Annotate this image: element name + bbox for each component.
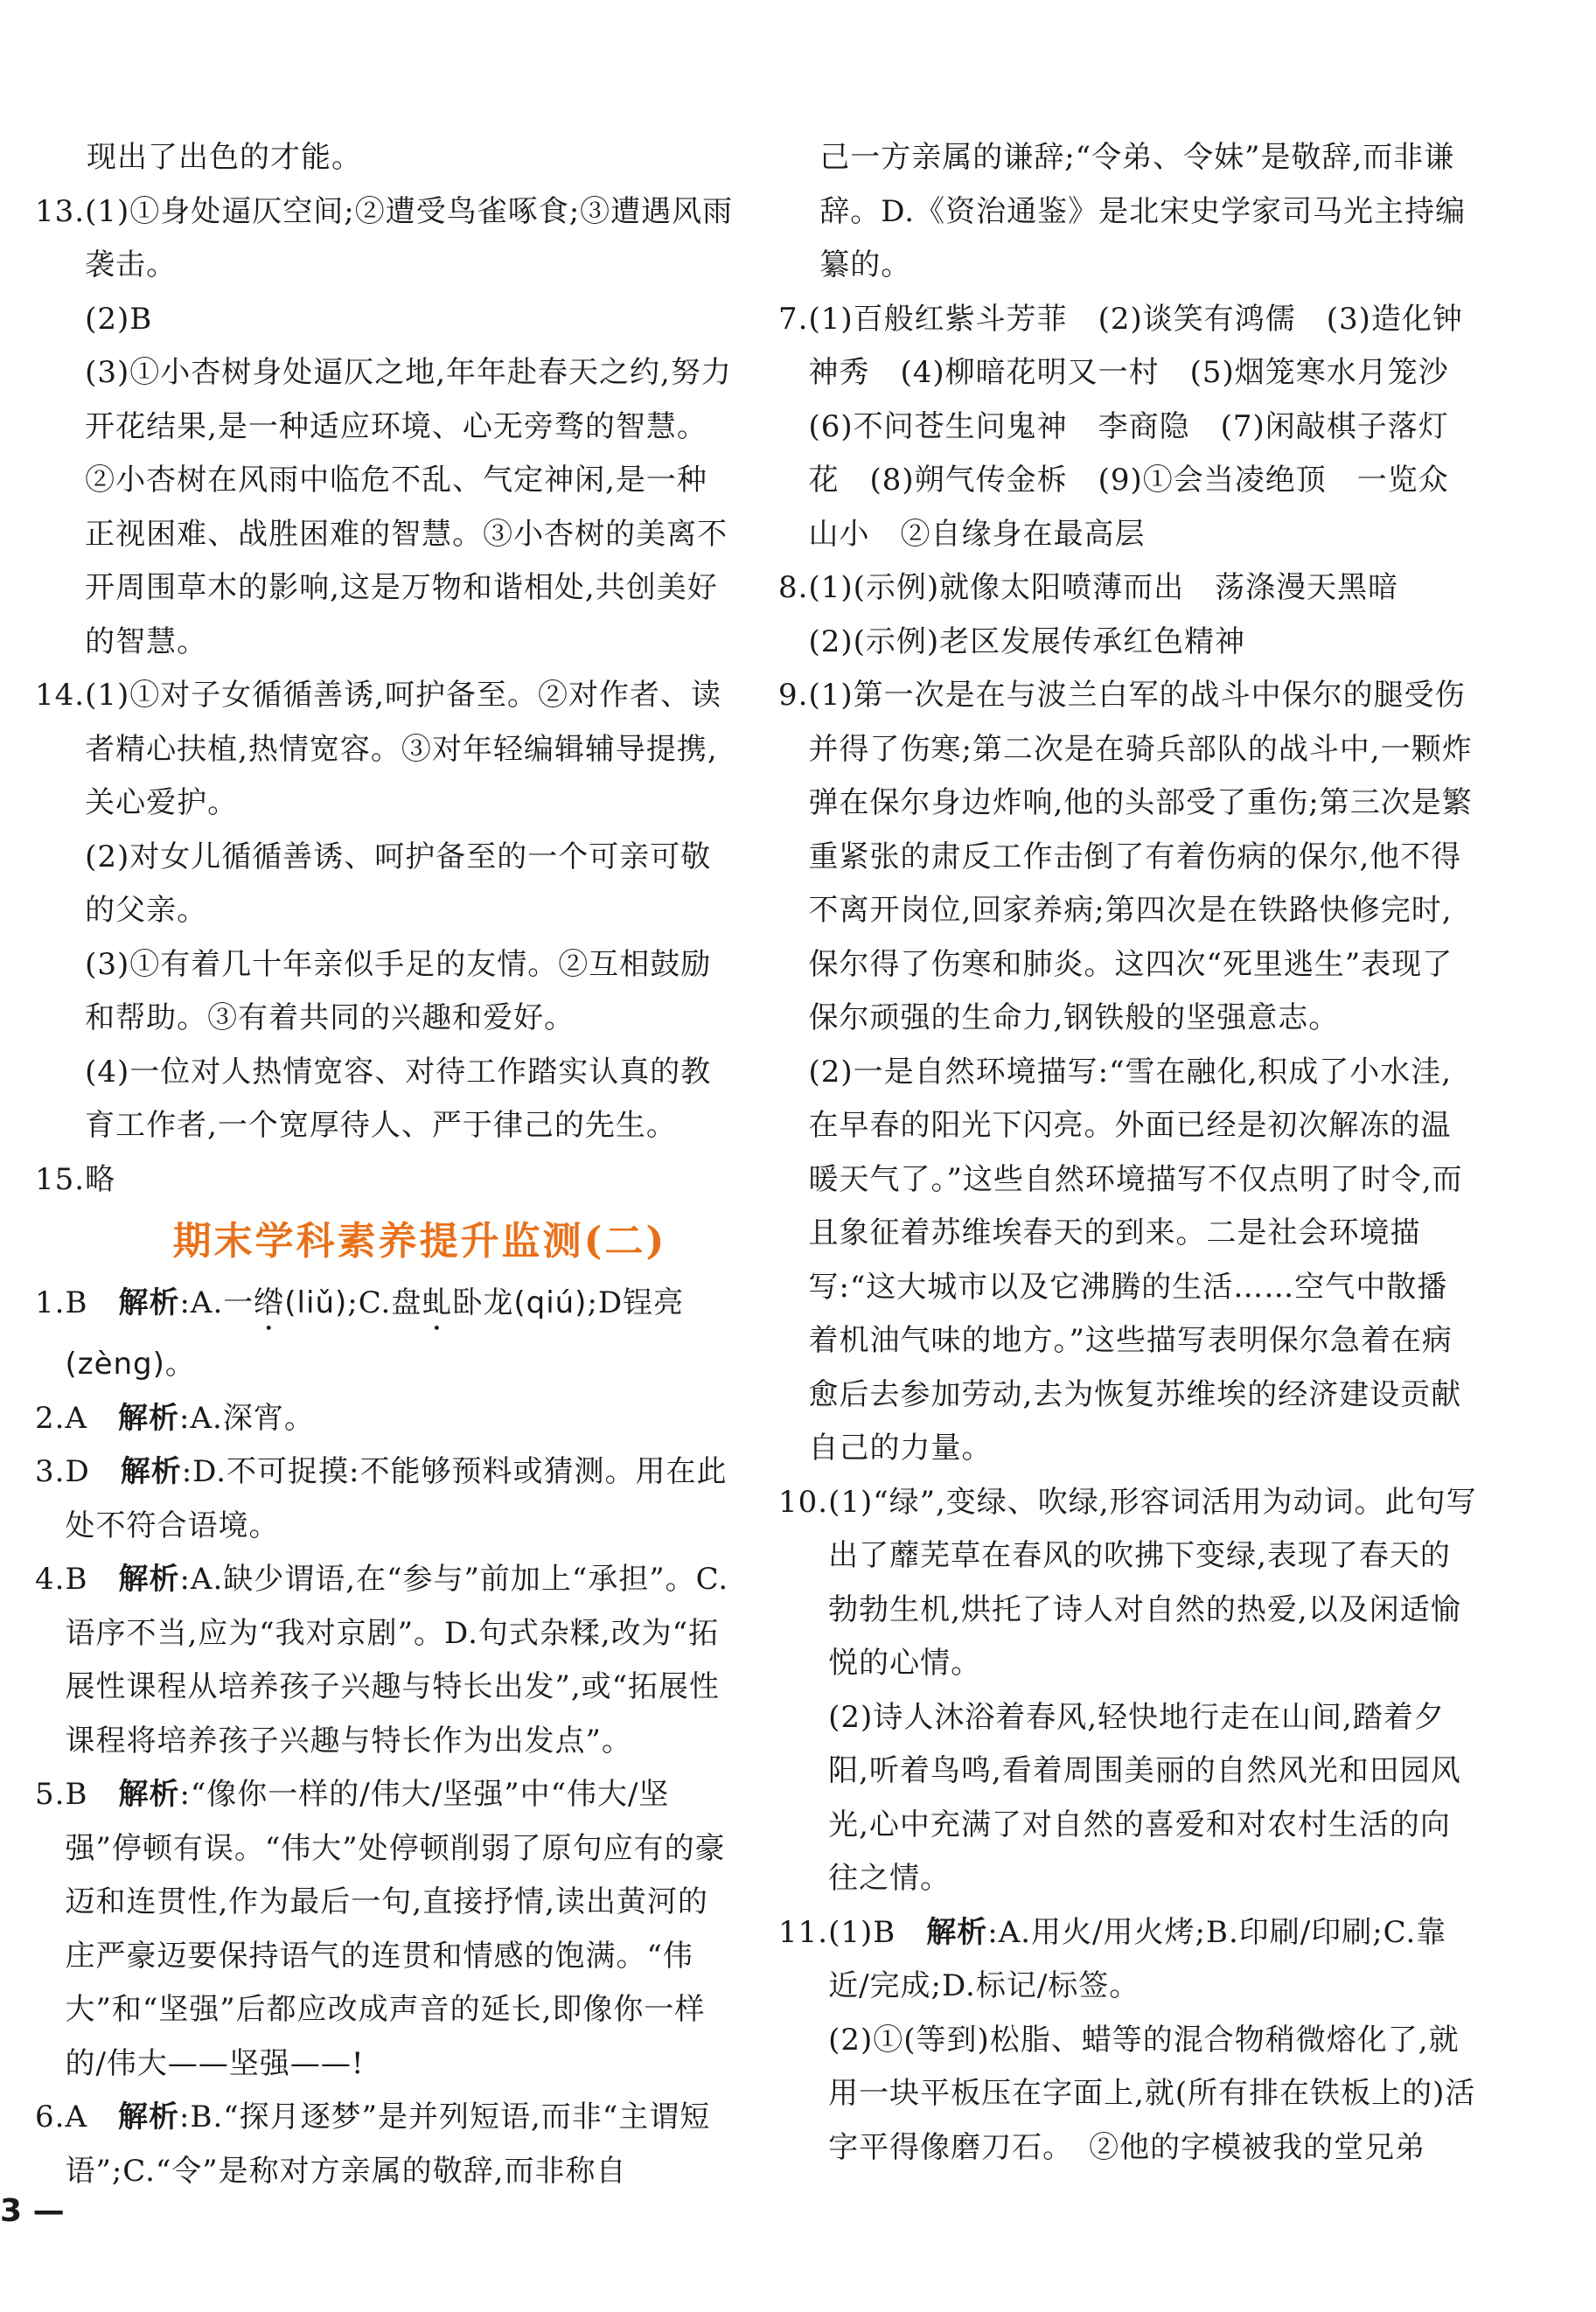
- answer-choice: A: [65, 2100, 88, 2134]
- explain-label: 解析: [926, 1914, 988, 1950]
- question-8: [778, 561, 1478, 669]
- right-continuation: [778, 131, 1478, 293]
- question-3: 3. D 解析:D.不可捉摸:不能够预料或猜测。用在此处不符合语境。: [35, 1445, 735, 1553]
- right-top-text: 己一方亲属的谦辞;“令弟、令妹”是敬辞,而非谦辞。D.《资治通鉴》是北宋史学家司马光主持编纂的。: [819, 140, 1467, 282]
- explain-label: 解析: [118, 1285, 180, 1320]
- answer-part: (4)一位对人热情宽容、对待工作踏实认真的教育工作者,一个宽厚待人、严于律己的先生。: [85, 1054, 712, 1143]
- question-15: [35, 1153, 735, 1208]
- pinyin: (qiú): [513, 1285, 588, 1320]
- question-number: 11.: [778, 1914, 829, 1950]
- question-13: [35, 185, 735, 670]
- question-11: 11. (1)B 解析:A.用火/用火烤;B.印刷/印刷;C.靠近/完成;D.标记/标签。 (2)①(等到)松脂、蜡等的混合物稍微熔化了,就用一块平板压在字面上,就(所有排在铁板上的)活字平得像磨刀石。 ②他的字模被我的堂兄弟: [778, 1906, 1478, 2176]
- question-number: 10.: [778, 1484, 829, 1520]
- question-number: 1.: [35, 1285, 66, 1320]
- answer-part: (3)①小杏树身处逼仄之地,年年赴春天之约,努力开花结果,是一种适应环境、心无旁骛的智慧。②小杏树在风雨中临危不乱、气定神闲,是一种正视困难、战胜困难的智慧。③小杏树的美离不开周围草木的影响,这是万物和谐相处,共创美好的智慧。: [85, 355, 732, 659]
- question-2: 2. A 解析:A.深宵。: [35, 1392, 735, 1446]
- question-7: [778, 293, 1478, 562]
- question-number: 9.: [778, 678, 809, 713]
- left-continuation: [35, 131, 735, 185]
- question-5: 5. B 解析:“像你一样的/伟大/坚强”中“伟大/坚强”停顿有误。“伟大”处停顿削弱了原句应有的豪迈和连贯性,作为最后一句,直接抒情,读出黄河的庄严豪迈要保持语气的连贯和情感的饱满。“伟大”和“坚强”后都应改成声音的延长,即像你一样的/伟大——坚强——!: [35, 1768, 735, 2091]
- answer-choice: (1)B: [828, 1914, 896, 1950]
- emphasized-char: 虬: [422, 1285, 453, 1320]
- question-number: 14.: [35, 678, 86, 713]
- answer-part: (1)①身处逼仄空间;②遭受鸟雀啄食;③遭遇风雨袭击。: [85, 193, 734, 282]
- question-6: 6. A 解析:B.“探月逐梦”是并列短语,而非“主谓短语”;C.“令”是称对方亲属的敬辞,而非称自: [35, 2091, 735, 2198]
- question-number: 5.: [35, 1777, 66, 1812]
- left-top-text: 现出了出色的才能。: [87, 140, 363, 175]
- question-1: 1. B 解析:A.一绺(liǔ);C.盘虬卧龙(qiú);D锃亮(zèng)。: [35, 1277, 735, 1392]
- explain-label: 解析: [118, 2100, 180, 2134]
- explain-label: 解析: [120, 1454, 182, 1489]
- question-number: 2.: [35, 1400, 66, 1436]
- answer-choice: B: [65, 1777, 88, 1812]
- answer-part: (3)①有着几十年亲似手足的友情。②互相鼓励和帮助。③有着共同的兴趣和爱好。: [85, 946, 712, 1035]
- question-number: 4.: [35, 1562, 66, 1597]
- pinyin: (zèng): [65, 1347, 165, 1382]
- section-title: 期末学科素养提升监测(二): [172, 1219, 667, 1264]
- explain-label: 解析: [118, 1400, 180, 1436]
- answer-choice: B: [65, 1285, 88, 1320]
- answer-part: (2)诗人沐浴着春风,轻快地行走在山间,踏着夕阳,听着鸟鸣,看着周围美丽的自然风光和田园风光,心中充满了对自然的喜爱和对农村生活的向往之情。: [828, 1699, 1461, 1896]
- answer-part: (1)第一次是在与波兰白军的战斗中保尔的腿受伤并得了伤寒;第二次是在骑兵部队的战斗中,一颗炸弹在保尔身边炸响,他的头部受了重伤;第三次是繁重紧张的肃反工作击倒了有着伤病的保尔,他不得不离开岗位,回家养病;第四次是在铁路快修完时,保尔得了伤寒和肺炎。这四次“死里逃生”表现了保尔顽强的生命力,钢铁般的坚强意志。: [808, 678, 1473, 1035]
- answer-choice: A: [65, 1400, 88, 1436]
- answer-part: (2)①(等到)松脂、蜡等的混合物稍微熔化了,就用一块平板压在字面上,就(所有排在铁板上的)活字平得像磨刀石。 ②他的字模被我的堂兄弟: [828, 2022, 1476, 2165]
- page-number: 3 —: [0, 2193, 65, 2229]
- explain-label: 解析: [118, 1777, 180, 1812]
- question-9: [778, 669, 1478, 1476]
- answer-part: (1)①对子女循循善诱,呵护备至。②对作者、读者精心扶植,热情宽容。③对年轻编辑辅导提携,关心爱护。: [85, 678, 722, 820]
- answer-choice: D: [65, 1454, 90, 1489]
- answer-part: (1)“绿”,变绿、吹绿,形容词活用为动词。此句写出了蘼芜草在春风的吹拂下变绿,表现了春天的勃勃生机,烘托了诗人对自然的热爱,以及闲适愉悦的心情。: [828, 1484, 1477, 1681]
- answer-part: (1)(示例)就像太阳喷薄而出 荡涤漫天黑暗: [808, 570, 1399, 605]
- right-column: [778, 131, 1478, 2175]
- left-column: [35, 131, 735, 2198]
- question-10: [778, 1476, 1478, 1906]
- question-number: 13.: [35, 193, 86, 229]
- question-number: 7.: [778, 301, 809, 337]
- question-number: 15.: [35, 1161, 86, 1197]
- question-14: [35, 669, 735, 1153]
- answer-part: (2)B: [85, 301, 153, 337]
- question-number: 3.: [35, 1454, 66, 1489]
- question-number: 6.: [35, 2100, 66, 2134]
- answer-part: 略: [85, 1161, 116, 1197]
- answer-part: (1)百般红紫斗芳菲 (2)谈笑有鸿儒 (3)造化钟神秀 (4)柳暗花明又一村 (5)烟笼寒水月笼沙 (6)不问苍生问鬼神 李商隐 (7)闲敲棋子落灯花 (8)朔气传金柝 (9)①会当凌绝顶 一览众山小 ②自缘身在最高层: [808, 301, 1480, 552]
- question-4: 4. B 解析:A.缺少谓语,在“参与”前加上“承担”。C.语序不当,应为“我对京剧”。D.句式杂糅,改为“拓展性课程从培养孩子兴趣与特长出发”,或“拓展性课程将培养孩子兴趣与特长作为出发点”。: [35, 1553, 735, 1768]
- explain-label: 解析: [118, 1562, 180, 1597]
- pinyin: (liǔ): [284, 1285, 348, 1320]
- answer-part: (2)一是自然环境描写:“雪在融化,积成了小水洼,在早春的阳光下闪亮。外面已经是初次解冻的温暖天气了。”这些自然环境描写不仅点明了时令,而且象征着苏维埃春天的到来。二是社会环境描写:“这大城市以及它沸腾的生活……空气中散播着机油气味的地方。”这些描写表明保尔急着在病愈后去参加劳动,去为恢复苏维埃的经济建设贡献自己的力量。: [808, 1054, 1463, 1466]
- emphasized-char: 绺: [254, 1285, 285, 1320]
- answer-part: (2)(示例)老区发展传承红色精神: [808, 623, 1246, 659]
- answer-part: (2)对女儿循循善诱、呵护备至的一个可亲可敬的父亲。: [85, 839, 712, 928]
- answer-choice: B: [65, 1562, 88, 1597]
- question-number: 8.: [778, 570, 809, 605]
